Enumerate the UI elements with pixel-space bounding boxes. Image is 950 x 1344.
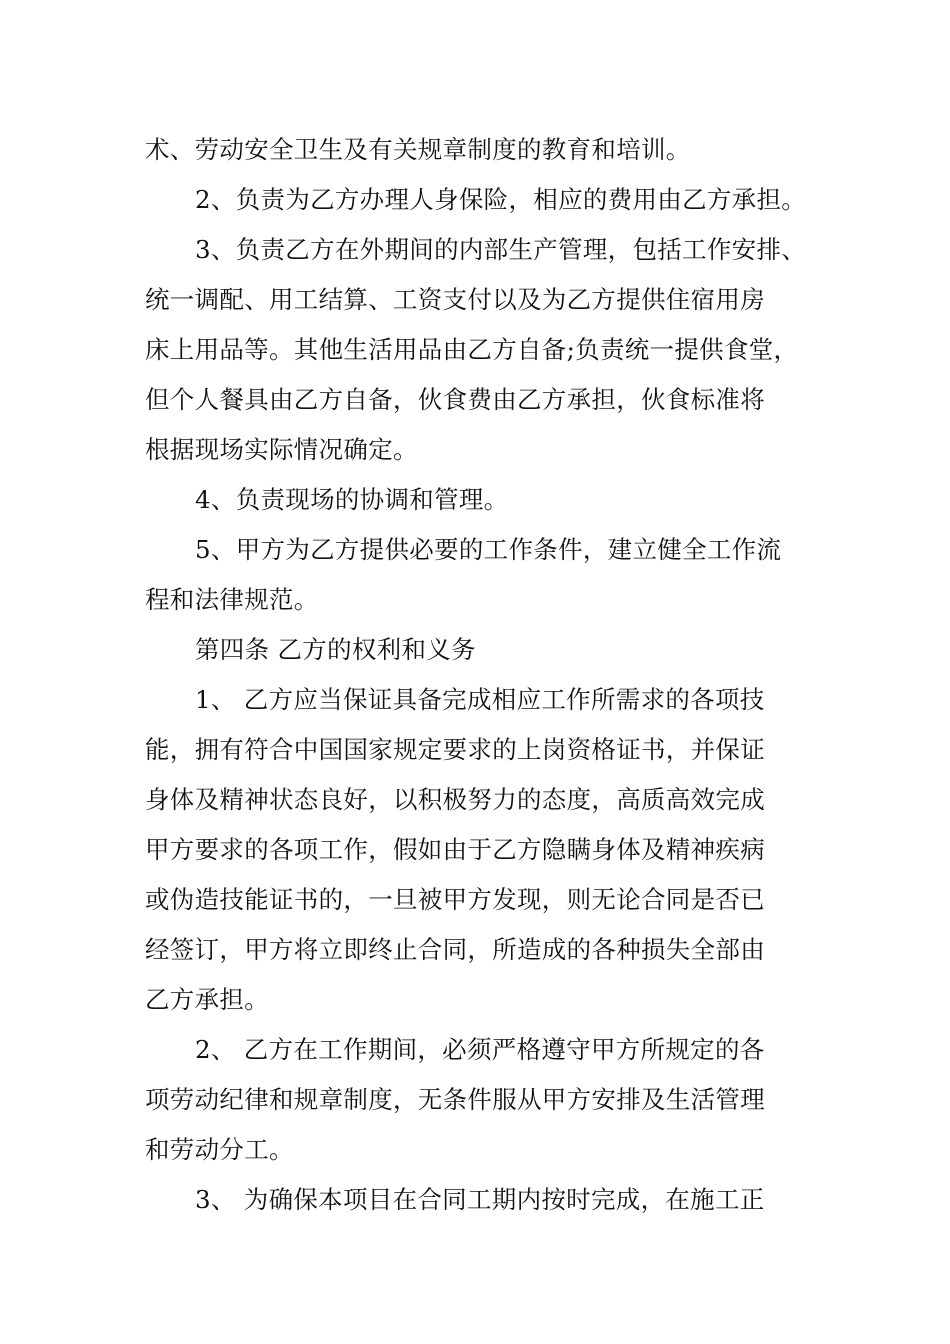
- text-line: 甲方要求的各项工作，假如由于乙方隐瞒身体及精神疾病: [145, 835, 765, 864]
- text-line: 术、劳动安全卫生及有关规章制度的教育和培训。: [145, 135, 691, 164]
- text-line: 根据现场实际情况确定。: [145, 435, 418, 464]
- text-line: 和劳动分工。: [145, 1135, 294, 1164]
- text-line: 能，拥有符合中国国家规定要求的上岗资格证书，并保证: [145, 735, 765, 764]
- text-line: 1、 乙方应当保证具备完成相应工作所需求的各项技: [195, 685, 765, 714]
- text-line: 2、 乙方在工作期间，必须严格遵守甲方所规定的各: [195, 1035, 765, 1064]
- text-line: 3、负责乙方在外期间的内部生产管理，包括工作安排、: [195, 235, 807, 264]
- text-line: 5、甲方为乙方提供必要的工作条件，建立健全工作流: [195, 535, 782, 564]
- section-heading: 第四条 乙方的权利和义务: [195, 635, 476, 664]
- text-line: 2、负责为乙方办理人身保险，相应的费用由乙方承担。: [195, 185, 807, 214]
- text-line: 经签订，甲方将立即终止合同，所造成的各种损失全部由: [145, 935, 765, 964]
- text-line: 床上用品等。其他生活用品由乙方自备;负责统一提供食堂，: [145, 335, 799, 364]
- text-line: 程和法律规范。: [145, 585, 319, 614]
- text-line: 4、负责现场的协调和管理。: [195, 485, 509, 514]
- text-line: 3、 为确保本项目在合同工期内按时完成，在施工正: [195, 1185, 765, 1214]
- text-line: 统一调配、用工结算、工资支付以及为乙方提供住宿用房: [145, 285, 765, 314]
- text-line: 身体及精神状态良好，以积极努力的态度，高质高效完成: [145, 785, 765, 814]
- text-line: 项劳动纪律和规章制度，无条件服从甲方安排及生活管理: [145, 1085, 765, 1114]
- text-line: 乙方承担。: [145, 985, 269, 1014]
- text-line: 但个人餐具由乙方自备，伙食费由乙方承担，伙食标准将: [145, 385, 765, 414]
- text-line: 或伪造技能证书的，一旦被甲方发现，则无论合同是否已: [145, 885, 765, 914]
